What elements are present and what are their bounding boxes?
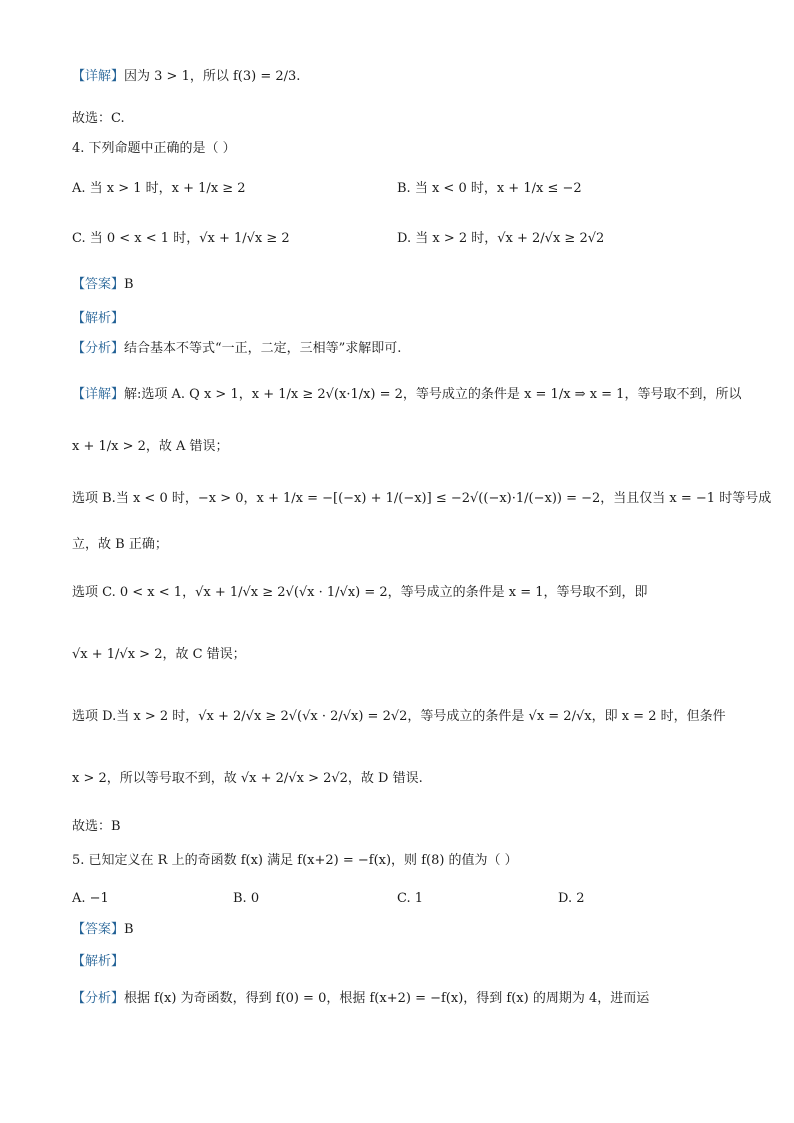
q4-detail-b1: 选项 B.当 x < 0 时，−x > 0，x + 1/x = −[(−x) + 1/(−x)] ≤ −2√((−x)·1/(−x)) = −2，当且仅当 x = −1 时等号成 <box>72 491 772 506</box>
q3-answer-choice: 故选：C. <box>72 111 125 126</box>
q4-detail-d2: x > 2，所以等号取不到，故 √x + 2/√x > 2√2，故 D 错误. <box>72 771 423 786</box>
q4-detail-b2: 立，故 B 正确； <box>72 537 168 552</box>
q4-analysis <box>72 340 401 358</box>
q5-option-d: D. 2 <box>558 891 585 906</box>
q4-detail-c1: 选项 C. 0 < x < 1，√x + 1/√x ≥ 2√(√x · 1/√x) = 2，等号成立的条件是 x = 1，等号取不到，即 <box>72 585 648 600</box>
q4-answer-value: B <box>124 277 134 292</box>
q5-answer <box>72 921 134 939</box>
q4-analysis-header <box>72 310 124 328</box>
q5-stem: 5. 已知定义在 R 上的奇函数 f(x) 满足 f(x+2) = −f(x)，则 f(8) 的值为（ ） <box>72 853 518 868</box>
tag-answer: 【答案】 <box>72 277 125 292</box>
q4-option-a: A. 当 x > 1 时，x + 1/x ≥ 2 <box>72 181 246 196</box>
q3-detail-text: 因为 3 > 1，所以 f(3) = 2/3. <box>124 69 301 84</box>
tag-answer-q5: 【答案】 <box>72 922 125 937</box>
q5-answer-value: B <box>124 922 134 937</box>
q4-option-b: B. 当 x < 0 时，x + 1/x ≤ −2 <box>397 181 582 196</box>
q5-analysis <box>72 990 649 1008</box>
q4-detail-a1 <box>72 386 741 404</box>
q3-detail <box>72 68 300 86</box>
q4-detail-d1: 选项 D.当 x > 2 时，√x + 2/√x ≥ 2√(√x · 2/√x) = 2√2，等号成立的条件是 √x = 2/√x，即 x = 2 时，但条件 <box>72 709 726 724</box>
q4-stem: 4. 下列命题中正确的是（ ） <box>72 141 236 156</box>
q5-analysis-text: 根据 f(x) 为奇函数，得到 f(0) = 0，根据 f(x+2) = −f(x)，得到 f(x) 的周期为 4，进而运 <box>124 991 650 1006</box>
q4-analysis-text: 结合基本不等式“一正，二定，三相等”求解即可. <box>124 341 402 356</box>
q5-option-c: C. 1 <box>397 891 424 906</box>
q4-detail-a2: x + 1/x > 2，故 A 错误； <box>72 439 229 454</box>
q5-option-a: A. −1 <box>72 891 109 906</box>
q4-answer <box>72 276 134 294</box>
tag-analysis-brief-q5: 【分析】 <box>72 991 125 1006</box>
tag-analysis-q5: 【解析】 <box>72 954 125 969</box>
q4-option-c: C. 当 0 < x < 1 时，√x + 1/√x ≥ 2 <box>72 231 290 246</box>
tag-analysis: 【解析】 <box>72 311 125 326</box>
q4-answer-choice: 故选：B <box>72 819 121 834</box>
q4-detail-a1-text: 解:选项 A. Q x > 1，x + 1/x ≥ 2√(x·1/x) = 2，等号成立的条件是 x = 1/x ⇒ x = 1，等号取不到，所以 <box>124 387 742 402</box>
q5-analysis-header <box>72 953 124 971</box>
q4-option-d: D. 当 x > 2 时，√x + 2/√x ≥ 2√2 <box>397 231 605 246</box>
q5-option-b: B. 0 <box>233 891 260 906</box>
tag-detail-q4: 【详解】 <box>72 387 125 402</box>
tag-analysis-brief: 【分析】 <box>72 341 125 356</box>
q4-detail-c2: √x + 1/√x > 2，故 C 错误； <box>72 647 246 662</box>
tag-detail: 【详解】 <box>72 69 125 84</box>
